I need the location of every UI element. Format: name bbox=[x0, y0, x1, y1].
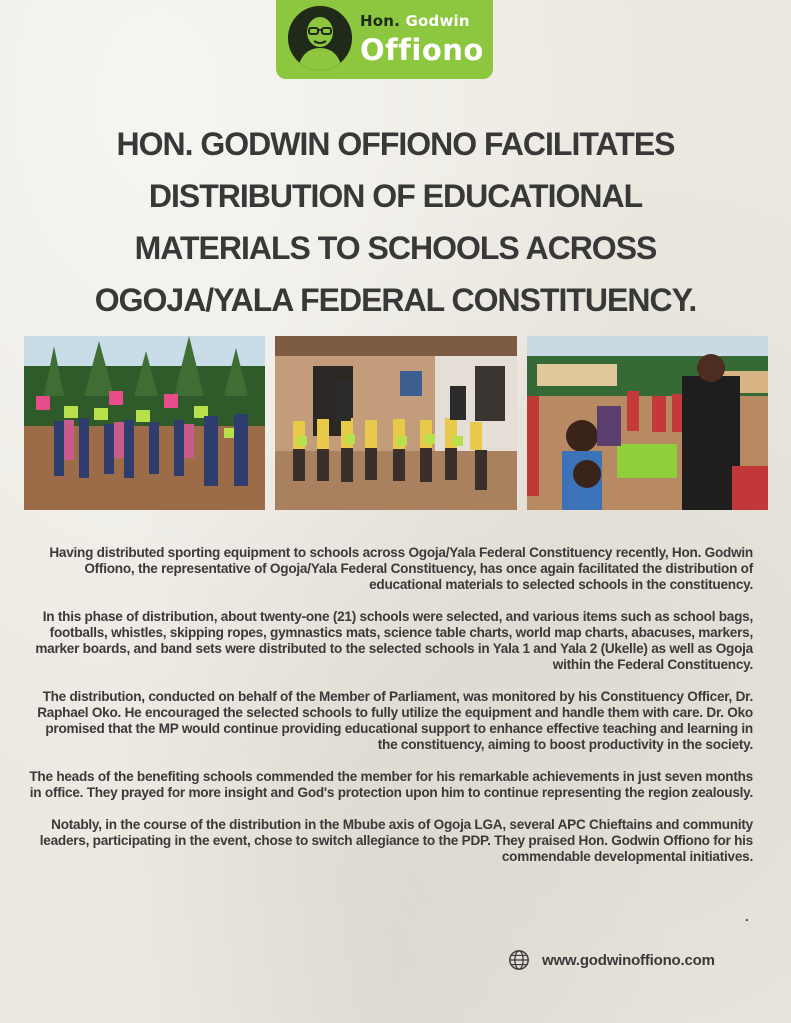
photo-students-school-building bbox=[275, 336, 517, 510]
headline-line-3: MATERIALS TO SCHOOLS ACROSS bbox=[134, 230, 657, 266]
globe-icon bbox=[508, 949, 530, 971]
headline-line-4: OGOJA/YALA FEDERAL CONSTITUENCY. bbox=[94, 282, 697, 318]
photo-official-handing-bags bbox=[527, 336, 768, 510]
headline-line-2: DISTRIBUTION OF EDUCATIONAL bbox=[148, 178, 643, 214]
article-paragraph-2: In this phase of distribution, about twenty-one (21) schools were selected, and various items such as school bags, footballs, whistles, skipping ropes, gymnastics mats, science table charts, world map charts, abacuses, markers, marker boards, and band sets were distributed to the selected schools in Yala 1 and Yala 2 (Ukelle) as well as Ogoja within the Federal Constituency. bbox=[35, 609, 753, 672]
headline-line-1: HON. GODWIN OFFIONO FACILITATES bbox=[116, 126, 675, 162]
website-link[interactable]: www.godwinoffiono.com bbox=[542, 951, 715, 969]
portrait-avatar bbox=[288, 6, 352, 70]
logo-surname: Offiono bbox=[360, 33, 484, 67]
photo-students-outdoors bbox=[24, 336, 265, 510]
article-paragraph-1: Having distributed sporting equipment to schools across Ogoja/Yala Federal Constituency recently, Hon. Godwin Offiono, the representative of Ogoja/Yala Federal Constituency, has once again facilitated the distribution of educational materials to selected schools in the constituency. bbox=[49, 545, 753, 592]
logo-title bbox=[360, 12, 470, 30]
article-body bbox=[26, 545, 753, 881]
article-paragraph-3: The distribution, conducted on behalf of the Member of Parliament, was monitored by his Constituency Officer, Dr. Raphael Oko. He encouraged the selected schools to fully utilize the equipment and handle them with care. Dr. Oko promised that the MP would continue providing educational support to enhance effective teaching and learning in the constituency, aiming to boost productivity in the society. bbox=[37, 689, 753, 752]
article-paragraph-4: The heads of the benefiting schools commended the member for his remarkable achievements in just seven months in office. They prayed for more insight and God's protection upon him to continue representing the region zealously. bbox=[29, 769, 753, 800]
logo-hon-text: Hon. bbox=[360, 12, 401, 30]
logo-first-name: Godwin bbox=[405, 12, 470, 30]
headline bbox=[40, 118, 751, 326]
article-paragraph-5: Notably, in the course of the distribution in the Mbube axis of Ogoja LGA, several APC Chieftains and community leaders, participating in the event, chose to switch allegiance to the PDP. They praised Hon. Godwin Offiono for his commendable developmental initiatives. bbox=[39, 817, 753, 864]
trailing-mark: . bbox=[745, 909, 749, 924]
brand-logo bbox=[276, 0, 493, 79]
website-footer bbox=[508, 948, 715, 972]
